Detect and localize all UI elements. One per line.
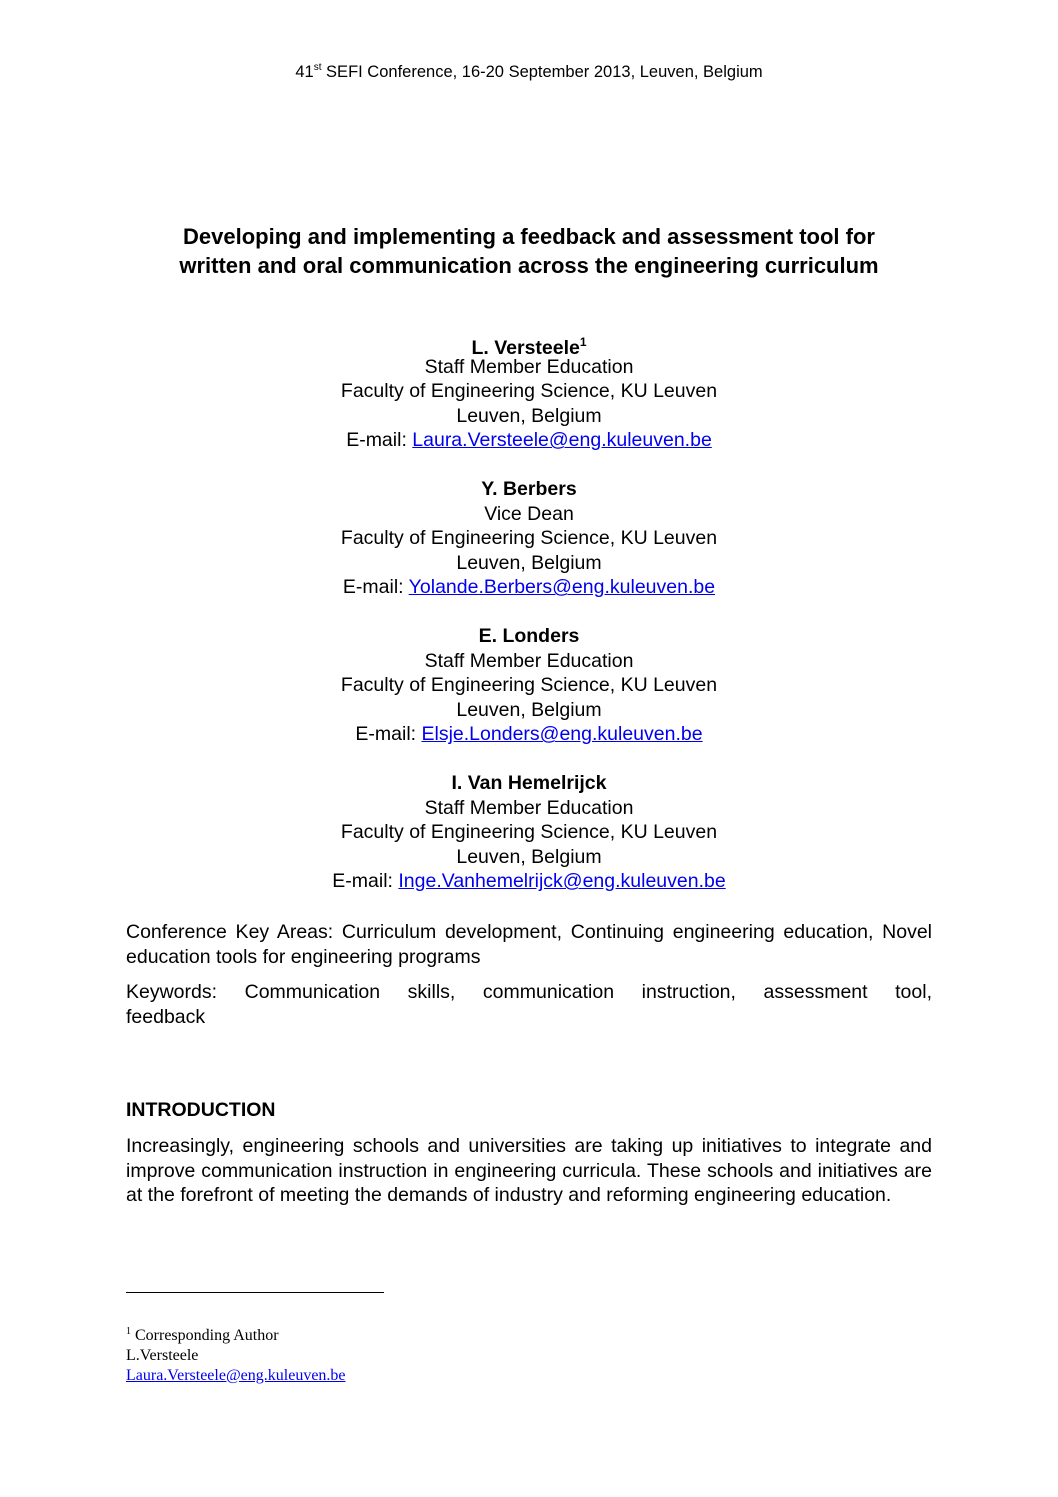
author-block: [0, 330, 1058, 477]
section-heading: INTRODUCTION: [126, 1099, 276, 1121]
author-email-link[interactable]: Inge.Vanhemelrijck@eng.kuleuven.be: [398, 870, 726, 893]
author-role: Vice Dean: [484, 502, 574, 525]
author-faculty: Faculty of Engineering Science, KU Leuven: [340, 674, 718, 697]
author-email-line: [0, 428, 1058, 453]
author-location: Leuven, Belgium: [456, 845, 602, 868]
keywords-line-1: Keywords: Communication skills, communication instruction, assessment tool,: [126, 981, 932, 1003]
author-block: [0, 624, 1058, 771]
footnote-marker: 1: [579, 335, 587, 349]
keywords: [126, 980, 932, 1029]
author-name-text: L. Versteele: [471, 337, 580, 359]
footnote-line: [126, 1322, 346, 1346]
author-location: Leuven, Belgium: [456, 551, 602, 574]
footnote-divider: [126, 1292, 384, 1293]
header-text: SEFI Conference, 16-20 September 2013, Leuven, Belgium: [321, 63, 763, 81]
author-location: Leuven, Belgium: [456, 404, 602, 427]
author-block: [0, 477, 1058, 624]
header-superscript: st: [313, 62, 322, 73]
author-role: Staff Member Education: [424, 355, 634, 378]
author-name: [0, 330, 1058, 359]
author-email-link[interactable]: Laura.Versteele@eng.kuleuven.be: [412, 429, 712, 452]
author-name: I. Van Hemelrijck: [451, 772, 607, 794]
email-label: E-mail:: [332, 870, 399, 893]
author-email-link[interactable]: Yolande.Berbers@eng.kuleuven.be: [408, 576, 716, 599]
title-line-2: written and oral communication across the engineering curriculum: [179, 253, 879, 278]
author-faculty: Faculty of Engineering Science, KU Leuven: [340, 821, 718, 844]
author-faculty: Faculty of Engineering Science, KU Leuven: [340, 527, 718, 550]
footnote: [126, 1322, 346, 1386]
footnote-text: Corresponding Author: [131, 1327, 279, 1344]
title-line-1: Developing and implementing a feedback and assessment tool for: [183, 224, 875, 249]
keywords-line-2: feedback: [126, 1005, 206, 1028]
author-email-line: [0, 869, 1058, 894]
author-email-link[interactable]: Elsje.Londers@eng.kuleuven.be: [421, 723, 703, 746]
header-number: 41: [295, 63, 314, 81]
footnote-email-line: [126, 1366, 346, 1386]
author-email-line: [0, 722, 1058, 747]
author-block: [0, 771, 1058, 918]
footnote-email-link[interactable]: Laura.Versteele@eng.kuleuven.be: [126, 1367, 346, 1384]
author-location: Leuven, Belgium: [456, 698, 602, 721]
running-header: [0, 62, 1058, 82]
author-role: Staff Member Education: [424, 796, 634, 819]
author-email-line: [0, 575, 1058, 600]
email-label: E-mail:: [342, 576, 409, 599]
author-name: Y. Berbers: [481, 478, 577, 500]
footnote-author-name: L.Versteele: [126, 1347, 199, 1364]
author-role: Staff Member Education: [424, 649, 634, 672]
email-label: E-mail:: [346, 429, 413, 452]
email-label: E-mail:: [355, 723, 422, 746]
introduction-paragraph: Increasingly, engineering schools and universities are taking up initiatives to integrate and improve communication instruction in engineering curricula. These schools and initiatives are at the forefront of meeting the demands of industry and reforming engineering education.: [126, 1135, 932, 1207]
footnote-mark: 1: [126, 1326, 131, 1337]
author-name: E. Londers: [478, 625, 580, 647]
conference-key-areas: Conference Key Areas: Curriculum development, Continuing engineering education, Novel education tools for engineering programs: [126, 921, 932, 968]
author-faculty: Faculty of Engineering Science, KU Leuven: [340, 380, 718, 403]
author-list: [0, 330, 1058, 918]
paper-title: [100, 222, 958, 280]
